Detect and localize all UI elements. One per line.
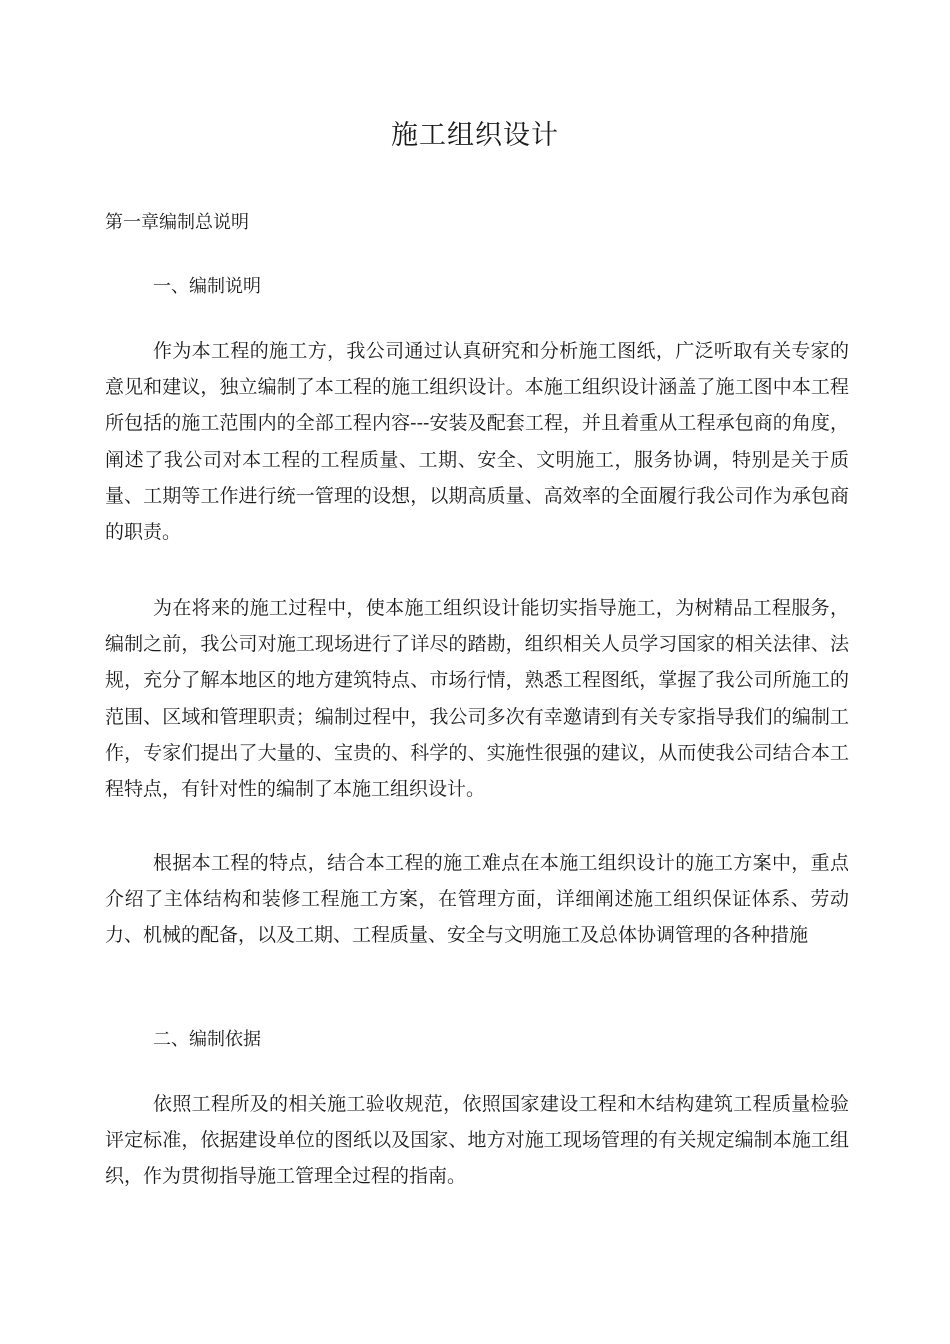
document-title: 施工组织设计 [391, 120, 559, 151]
paragraph-1: 作为本工程的施工方，我公司通过认真研究和分析施工图纸，广泛听取有关专家的意见和建议，独立编制了本工程的施工组织设计。本施工组织设计涵盖了施工图中本工程所包括的施工范围内的全部工程内容---安装及配套工程，并且着重从工程承包商的角度，阐述了我公司对本工程的工程质量、工期、安全、文明施工，服务协调，特别是关于质量、工期等工作进行统一管理的设想，以期高质量、高效率的全面履行我公司作为承包商的职责。 [105, 340, 849, 544]
section-heading-compilation-notes: 一、编制说明 [153, 276, 261, 297]
chapter-heading: 第一章编制总说明 [105, 212, 249, 233]
paragraph-4: 依照工程所及的相关施工验收规范，依照国家建设工程和木结构建筑工程质量检验评定标准，依据建设单位的图纸以及国家、地方对施工现场管理的有关规定编制本施工组织，作为贯彻指导施工管理全过程的指南。 [105, 1093, 849, 1188]
paragraph-3: 根据本工程的特点，结合本工程的施工难点在本施工组织设计的施工方案中，重点介绍了主体结构和装修工程施工方案，在管理方面，详细阐述施工组织保证体系、劳动力、机械的配备，以及工期、工程质量、安全与文明施工及总体协调管理的各种措施 [105, 852, 849, 947]
paragraph-2: 为在将来的施工过程中，使本施工组织设计能切实指导施工，为树精品工程服务，编制之前，我公司对施工现场进行了详尽的踏勘，组织相关人员学习国家的相关法律、法规，充分了解本地区的地方建筑特点、市场行情，熟悉工程图纸，掌握了我公司所施工的范围、区域和管理职责；编制过程中，我公司多次有幸邀请到有关专家指导我们的编制工作，专家们提出了大量的、宝贵的、科学的、实施性很强的建议，从而使我公司结合本工程特点，有针对性的编制了本施工组织设计。 [105, 597, 849, 801]
section-heading-compilation-basis: 二、编制依据 [153, 1029, 261, 1050]
